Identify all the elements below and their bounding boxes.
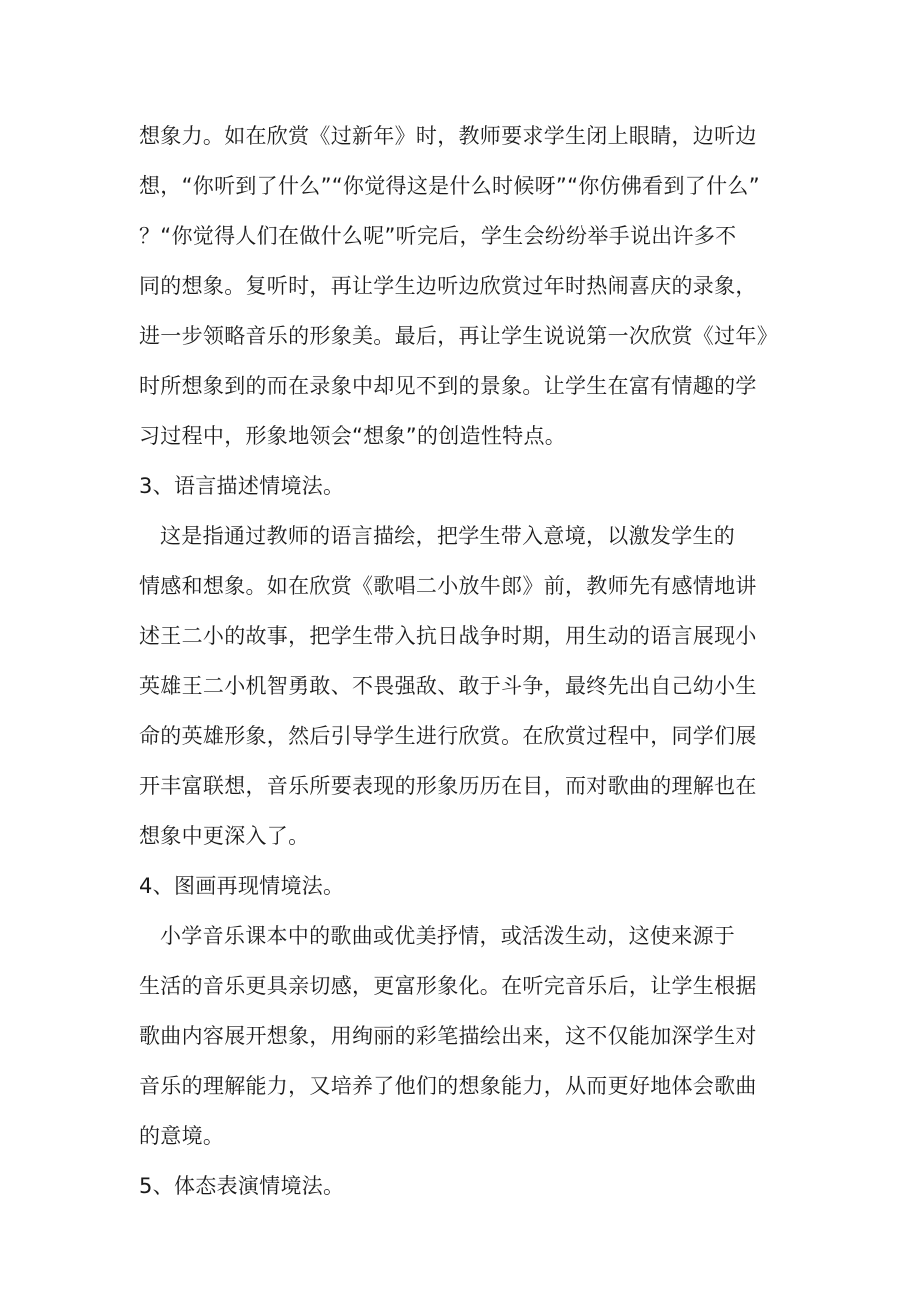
paragraph-first-line: 这是指通过教师的语言描绘，把学生带入意境，以激发学生的 xyxy=(160,524,736,548)
text-line: 想象中更深入了。 xyxy=(139,824,310,848)
text-line: 想，“你听到了什么”“你觉得这是什么时候呀”“你仿佛看到了什么” xyxy=(139,174,760,198)
text-line: 时所想象到的而在录象中却见不到的景象。让学生在富有情趣的学 xyxy=(139,374,757,398)
section-heading-5: 5、体态表演情境法。 xyxy=(139,1174,345,1198)
section-heading-3: 3、语言描述情境法。 xyxy=(139,474,345,498)
text-line: 音乐的理解能力，又培养了他们的想象能力，从而更好地体会歌曲 xyxy=(139,1074,757,1098)
text-line: 英雄王二小机智勇敢、不畏强敌、敢于斗争，最终先出自己幼小生 xyxy=(139,674,757,698)
section-heading-4: 4、图画再现情境法。 xyxy=(139,874,345,898)
text-line: 习过程中，形象地领会“想象”的创造性特点。 xyxy=(139,424,567,448)
paragraph-first-line: 小学音乐课本中的歌曲或优美抒情，或活泼生动，这使来源于 xyxy=(160,924,736,948)
text-line: 歌曲内容展开想象，用绚丽的彩笔描绘出来，这不仅能加深学生对 xyxy=(139,1024,757,1048)
text-line: 开丰富联想，音乐所要表现的形象历历在目，而对歌曲的理解也在 xyxy=(139,774,757,798)
text-line: 进一步领略音乐的形象美。最后，再让学生说说第一次欣赏《过年》 xyxy=(139,324,778,348)
text-line: 述王二小的故事，把学生带入抗日战争时期，用生动的语言展现小 xyxy=(139,624,757,648)
text-line: 的意境。 xyxy=(139,1124,225,1148)
text-line: 生活的音乐更具亲切感，更富形象化。在听完音乐后，让学生根据 xyxy=(139,974,757,998)
text-line: 想象力。如在欣赏《过新年》时，教师要求学生闭上眼睛，边听边 xyxy=(139,124,757,148)
text-line: 情感和想象。如在欣赏《歌唱二小放牛郎》前，教师先有感情地讲 xyxy=(139,574,757,598)
text-line: 同的想象。复听时，再让学生边听边欣赏过年时热闹喜庆的录象， xyxy=(139,274,757,298)
text-line: ？“你觉得人们在做什么呢”听完后，学生会纷纷举手说出许多不 xyxy=(139,224,737,248)
text-line: 命的英雄形象，然后引导学生进行欣赏。在欣赏过程中，同学们展 xyxy=(139,724,757,748)
